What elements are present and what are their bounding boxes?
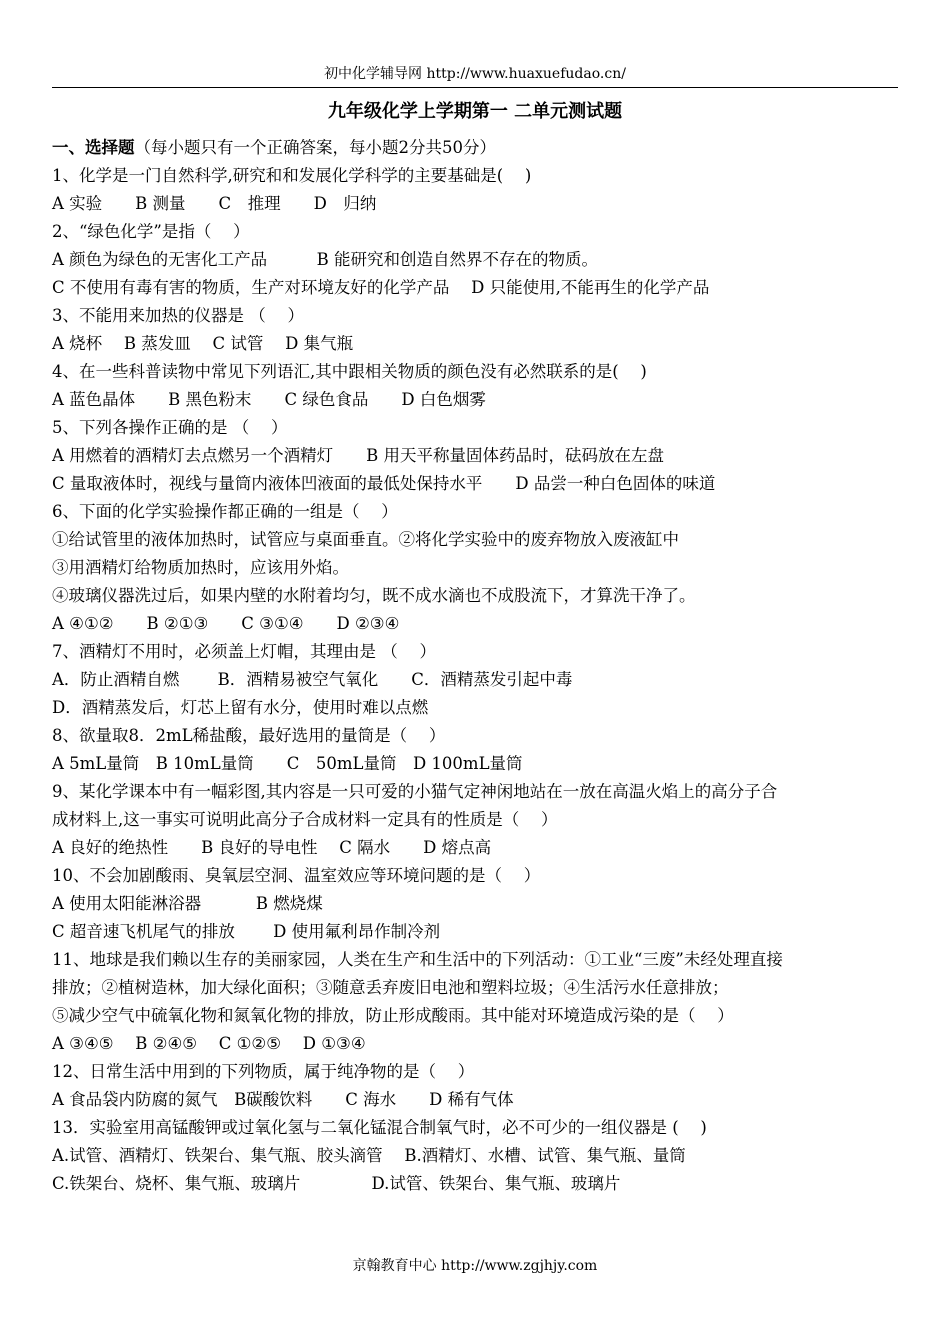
page-header: 初中化学辅导网 http://www.huaxuefudao.cn/ [324,66,626,82]
option-line: A 食品袋内防腐的氮气 B碳酸饮料 C 海水 D 稀有气体 [52,1090,514,1109]
question-line: 11、地球是我们赖以生存的美丽家园，人类在生产和生活中的下列活动：①工业“三废”未经处理直接 [52,950,783,969]
question-line: 13．实验室用高锰酸钾或过氧化氢与二氧化锰混合制氧气时，必不可少的一组仪器是 ( ) [52,1118,707,1137]
header-rule [52,87,898,88]
option-line: A 颜色为绿色的无害化工产品 B 能研究和创造自然界不存在的物质。 [52,250,599,269]
question-line: 1、化学是一门自然科学,研究和和发展化学科学的主要基础是( ) [52,166,532,185]
section-heading: 一、选择题 [52,138,135,157]
question-line: 8、欲量取8．2mL稀盐酸，最好选用的量筒是（ ） [52,726,446,745]
option-line: C 超音速飞机尾气的排放 D 使用氟利昂作制冷剂 [52,922,441,941]
option-line: D．酒精蒸发后，灯芯上留有水分，使用时难以点燃 [52,698,429,717]
option-line: A 用燃着的酒精灯去点燃另一个酒精灯 B 用天平称量固体药品时，砝码放在左盘 [52,446,665,465]
question-content [52,134,902,1198]
statement-line: ③用酒精灯给物质加热时，应该用外焰。 [52,558,349,577]
document-title: 九年级化学上学期第一 二单元测试题 [327,101,623,122]
option-line: A 良好的绝热性 B 良好的导电性 C 隔水 D 熔点高 [52,838,492,857]
question-line: ⑤减少空气中硫氧化物和氮氧化物的排放，防止形成酸雨。其中能对环境造成污染的是（ ） [52,1006,734,1025]
question-line: 6、下面的化学实验操作都正确的一组是（ ） [52,502,398,521]
question-line: 12、日常生活中用到的下列物质，属于纯净物的是（ ） [52,1062,475,1081]
section-note: （每小题只有一个正确答案，每小题2分共50分） [134,138,496,157]
question-line: 成材料上,这一事实可说明此高分子合成材料一定具有的性质是（ ） [52,810,558,829]
option-line: A 实验 B 测量 C 推理 D 归纳 [52,194,377,213]
option-line: A.试管、酒精灯、铁架台、集气瓶、胶头滴管 B.酒精灯、水槽、试管、集气瓶、量筒 [52,1146,686,1165]
option-line: C 量取液体时，视线与量筒内液体凹液面的最低处保持水平 D 品尝一种白色固体的味道 [52,474,716,493]
question-line: 10、不会加剧酸雨、臭氧层空洞、温室效应等环境问题的是（ ） [52,866,541,885]
question-line: 5、下列各操作正确的是 （ ） [52,418,288,437]
question-line: 4、在一些科普读物中常见下列语汇,其中跟相关物质的颜色没有必然联系的是( ) [52,362,647,381]
question-line: 2、“绿色化学”是指（ ） [52,222,250,241]
option-line: A ④①② B ②①③ C ③①④ D ②③④ [52,614,400,633]
question-line: 9、某化学课本中有一幅彩图,其内容是一只可爱的小猫气定神闲地站在一放在高温火焰上的高分子合 [52,782,778,801]
option-line: C.铁架台、烧杯、集气瓶、玻璃片 D.试管、铁架台、集气瓶、玻璃片 [52,1174,621,1193]
option-line: A 烧杯 B 蒸发皿 C 试管 D 集气瓶 [52,334,354,353]
statement-line: ①给试管里的液体加热时，试管应与桌面垂直。②将化学实验中的废弃物放入废液缸中 [52,530,679,549]
question-line: 排放；②植树造林，加大绿化面积；③随意丢弃废旧电池和塑料垃圾；④生活污水任意排放； [52,978,729,997]
option-line: A ③④⑤ B ②④⑤ C ①②⑤ D ①③④ [52,1034,366,1053]
question-line: 7、酒精灯不用时，必须盖上灯帽，其理由是 （ ） [52,642,436,661]
option-line: A 5mL量筒 B 10mL量筒 C 50mL量筒 D 100mL量筒 [52,754,523,773]
option-line: A．防止酒精自燃 B．酒精易被空气氧化 C．酒精蒸发引起中毒 [52,670,573,689]
page-footer: 京翰教育中心 http://www.zgjhjy.com [352,1258,598,1274]
statement-line: ④玻璃仪器洗过后，如果内壁的水附着均匀，既不成水滴也不成股流下，才算洗干净了。 [52,586,696,605]
option-line: A 蓝色晶体 B 黑色粉末 C 绿色食品 D 白色烟雾 [52,390,486,409]
section-heading-line [52,134,902,162]
question-line: 3、不能用来加热的仪器是 （ ） [52,306,304,325]
option-line: A 使用太阳能淋浴器 B 燃烧煤 [52,894,323,913]
option-line: C 不使用有毒有害的物质，生产对环境友好的化学产品 D 只能使用,不能再生的化学产品 [52,278,710,297]
